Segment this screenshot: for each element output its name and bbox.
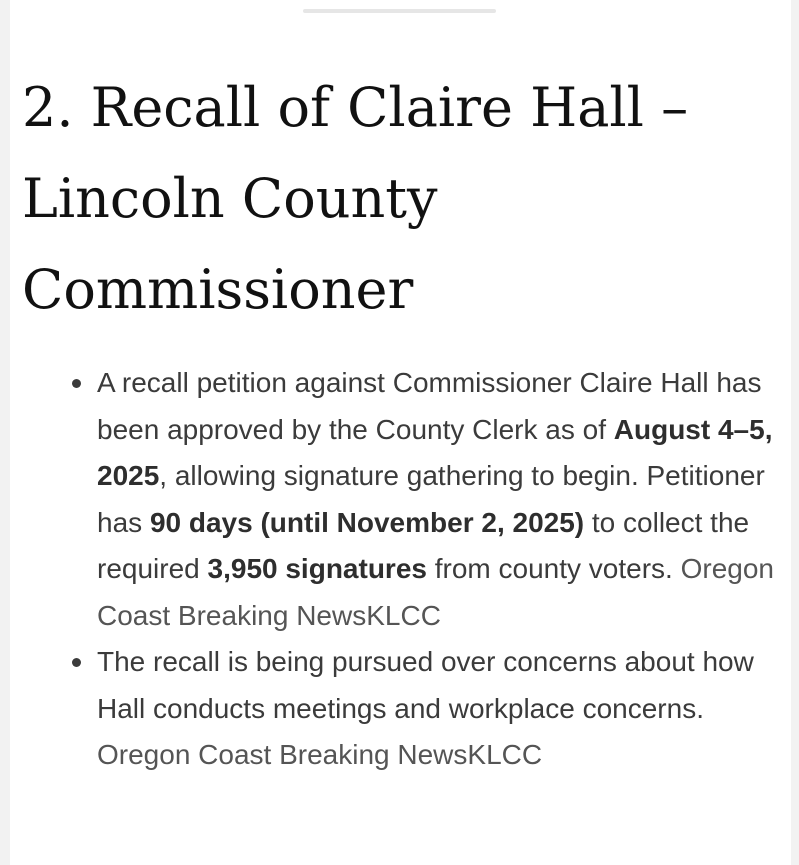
list-item	[69, 360, 781, 639]
top-divider	[303, 9, 496, 13]
right-page-edge	[791, 0, 799, 865]
bold-deadline: 90 days (until November 2, 2025)	[149, 506, 585, 538]
article-content	[10, 0, 791, 865]
left-page-edge	[0, 0, 10, 865]
bullet-text: , allowing signature gathering to begin. Petitioner has	[97, 460, 765, 538]
bullet-text: A recall petition against Commissioner Claire Hall has been approved by the County Clerk as of	[97, 367, 762, 445]
bold-date: August 4–5, 2025	[97, 413, 773, 491]
bullet-list	[69, 360, 781, 779]
list-item	[69, 639, 781, 779]
bold-signature-count: 3,950 signatures	[207, 553, 427, 584]
bullet-text: from county voters.	[426, 553, 681, 584]
bullet-text: to collect the required	[97, 506, 750, 584]
section-heading: 2. Recall of Claire Hall – Lincoln County Commissioner	[22, 76, 689, 321]
bullet-icon	[72, 379, 81, 388]
source-links[interactable]: Oregon Coast Breaking NewsKLCC	[97, 553, 775, 631]
bullet-text: The recall is being pursued over concerns about how Hall conducts meetings and workplace concerns.	[97, 646, 754, 724]
source-links[interactable]: Oregon Coast Breaking NewsKLCC	[97, 739, 543, 770]
bullet-icon	[72, 658, 81, 667]
